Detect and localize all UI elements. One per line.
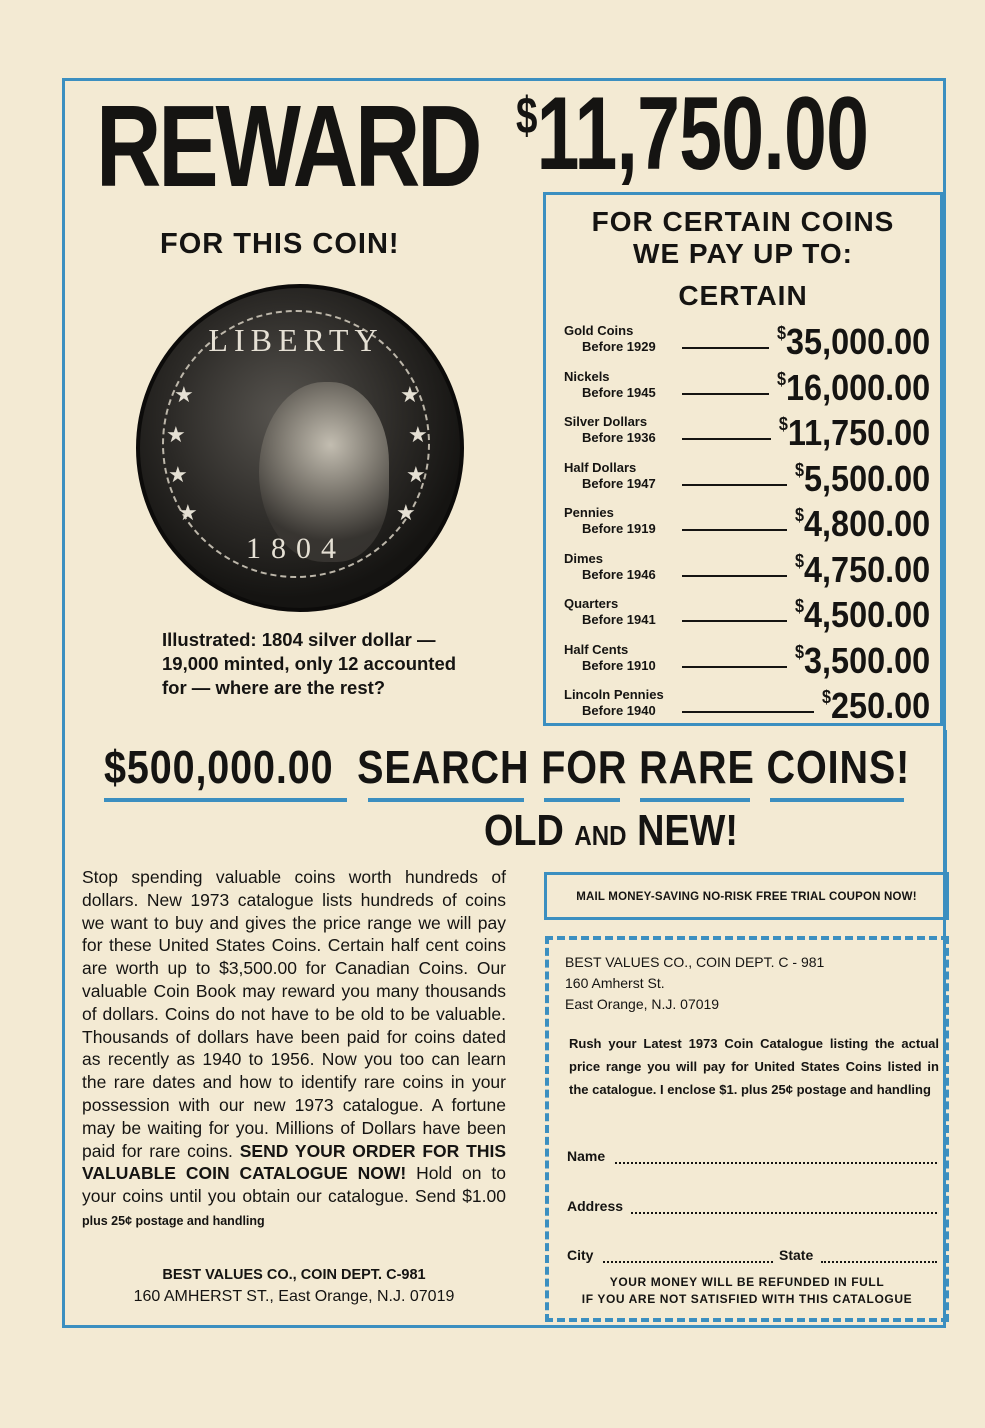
state-line[interactable] xyxy=(821,1261,937,1263)
coin-type: Nickels xyxy=(564,368,610,384)
star-icon: ★ xyxy=(178,500,198,525)
coupon-body: Rush your Latest 1973 Coin Catalogue listing the actual price range you will pay for United States Coins listed in the catalogue. I enclose $1. plus 25¢ postage and handling xyxy=(569,1036,939,1097)
search-text: SEARCH FOR RARE COINS! xyxy=(357,741,911,793)
coin-date: Before 1940 xyxy=(582,703,656,718)
underline xyxy=(368,798,524,802)
search-headline xyxy=(104,740,910,794)
coin-type: Dimes xyxy=(564,550,604,566)
coin-price: $3,500.00 xyxy=(794,639,930,681)
star-icon: ★ xyxy=(408,422,428,447)
price-heading-3: CERTAIN xyxy=(678,280,808,311)
coin-type: Half Dollars xyxy=(564,459,637,475)
coin-type: Gold Coins xyxy=(564,323,634,338)
body-copy xyxy=(82,866,506,1233)
price-row xyxy=(564,685,934,729)
price-row xyxy=(564,321,934,365)
city-label: City xyxy=(567,1247,594,1263)
coin-type: Silver Dollars xyxy=(564,414,648,429)
price-list-box xyxy=(543,192,943,726)
leader-line xyxy=(682,438,771,440)
reward-amount xyxy=(516,76,869,192)
coin-date: Before 1919 xyxy=(582,521,656,536)
price-row xyxy=(564,503,934,547)
coin-date: Before 1946 xyxy=(582,566,656,582)
old-word: OLD xyxy=(484,806,564,855)
body-postage: plus 25¢ postage and handling xyxy=(82,1213,265,1228)
order-coupon[interactable] xyxy=(545,936,949,1322)
coupon-addr-1: BEST VALUES CO., COIN DEPT. C - 981 xyxy=(565,954,825,970)
coin-date: Before 1947 xyxy=(582,475,656,491)
price-row xyxy=(564,594,934,638)
state-label: State xyxy=(779,1247,814,1263)
underline xyxy=(640,798,750,802)
star-icon: ★ xyxy=(168,462,188,487)
star-icon: ★ xyxy=(400,382,420,407)
coin-type: Quarters xyxy=(564,596,619,611)
leader-line xyxy=(682,484,787,486)
coin-date: Before 1910 xyxy=(582,657,656,673)
leader-line xyxy=(682,575,787,577)
leader-line xyxy=(682,711,814,713)
coin-date: Before 1929 xyxy=(582,339,656,354)
coin-date: Before 1941 xyxy=(582,612,656,627)
body-tail: Hold on to your coins until you obtain our catalogue. Send $1.00 xyxy=(82,1163,506,1207)
coin-type: Lincoln Pennies xyxy=(564,687,664,702)
price-heading-1: FOR CERTAIN COINS xyxy=(591,206,895,237)
body-bold: SEND YOUR ORDER FOR THIS VALUABLE COIN CATALOGUE NOW! xyxy=(82,1140,506,1184)
coupon-addr-2: 160 Amherst St. xyxy=(565,975,665,991)
coin-caption: Illustrated: 1804 silver dollar — 19,000 minted, only 12 accounted for — where are the rest? xyxy=(162,629,457,698)
address-line[interactable] xyxy=(631,1212,937,1214)
coupon-banner: MAIL MONEY-SAVING NO-RISK FREE TRIAL COUPON NOW! xyxy=(544,872,949,920)
for-this-coin: FOR THIS COIN! xyxy=(160,228,400,260)
reward-amount-value: 11,750.00 xyxy=(536,76,869,192)
star-icon: ★ xyxy=(396,500,416,525)
address-label: Address xyxy=(567,1198,624,1214)
star-icon: ★ xyxy=(166,422,186,447)
refund-line-1: YOUR MONEY WILL BE REFUNDED IN FULL xyxy=(609,1275,885,1289)
coupon-addr-3: East Orange, N.J. 07019 xyxy=(565,996,720,1012)
leader-line xyxy=(682,620,787,622)
coin-price: $4,500.00 xyxy=(794,594,930,635)
coin-type: Pennies xyxy=(564,505,614,520)
coin-price: $5,500.00 xyxy=(794,457,930,499)
coin-date: Before 1945 xyxy=(582,384,656,400)
body-text: Stop spending valuable coins worth hundreds of dollars. New 1973 catalogue lists hundreds of coins we want to buy and gives the price range we will pay for these United States Coins. Certain half cent coins are worth up to $3,500.00 for Canadian Coins. Our valuable Coin Book may reward you many thousands of dollars. Coins do not have to be old to be valuable. Thousands of dollars have been paid for coins dated as recently as 1940 to 1956. Now you too can learn the rare dates and how to identify rare coins in your possession with our new 1973 catalogue. A fortune may be waiting for you. Millions of Dollars have been paid for rare coins. xyxy=(82,867,506,1161)
refund-line-2: IF YOU ARE NOT SATISFIED WITH THIS CATALOGUE xyxy=(581,1292,913,1306)
coin-price: $250.00 xyxy=(821,685,930,726)
price-row xyxy=(564,458,934,502)
coin-price: $11,750.00 xyxy=(778,412,930,453)
leader-line xyxy=(682,393,769,395)
leader-line xyxy=(682,529,787,531)
coin-price: $35,000.00 xyxy=(776,321,930,362)
coin-legend: LIBERTY xyxy=(208,322,384,358)
coin-price: $4,800.00 xyxy=(794,503,930,544)
underline xyxy=(544,798,620,802)
coin-year: 1804 xyxy=(246,532,346,565)
underline xyxy=(770,798,904,802)
coin-type: Half Cents xyxy=(564,641,629,657)
underline xyxy=(104,798,347,802)
name-line[interactable] xyxy=(615,1162,937,1164)
name-label: Name xyxy=(567,1148,606,1164)
price-row xyxy=(564,549,934,593)
coupon-address xyxy=(565,952,824,1015)
new-word: NEW! xyxy=(637,806,738,855)
old-and-new xyxy=(484,806,738,856)
coin-price: $16,000.00 xyxy=(776,366,930,408)
price-heading-2: WE PAY UP TO: xyxy=(633,238,853,269)
coin-rim xyxy=(162,310,430,578)
leader-line xyxy=(682,347,769,349)
coin-image xyxy=(136,284,464,612)
company-address xyxy=(82,1264,506,1308)
coin-date: Before 1936 xyxy=(582,430,656,445)
dollar-sign: $ xyxy=(516,87,537,145)
city-line[interactable] xyxy=(603,1261,773,1263)
reward-title: REWARD xyxy=(96,81,480,211)
star-icon: ★ xyxy=(174,382,194,407)
coin-price: $4,750.00 xyxy=(794,548,930,590)
leader-line xyxy=(682,666,787,668)
price-row xyxy=(564,640,934,684)
price-row xyxy=(564,412,934,456)
star-icon: ★ xyxy=(406,462,426,487)
company-line-2: 160 AMHERST ST., East Orange, N.J. 07019 xyxy=(133,1288,455,1305)
prize-amount: $500,000.00 xyxy=(104,741,334,793)
and-word: AND xyxy=(574,820,627,851)
price-row xyxy=(564,367,934,411)
company-line-1: BEST VALUES CO., COIN DEPT. C-981 xyxy=(162,1267,426,1283)
